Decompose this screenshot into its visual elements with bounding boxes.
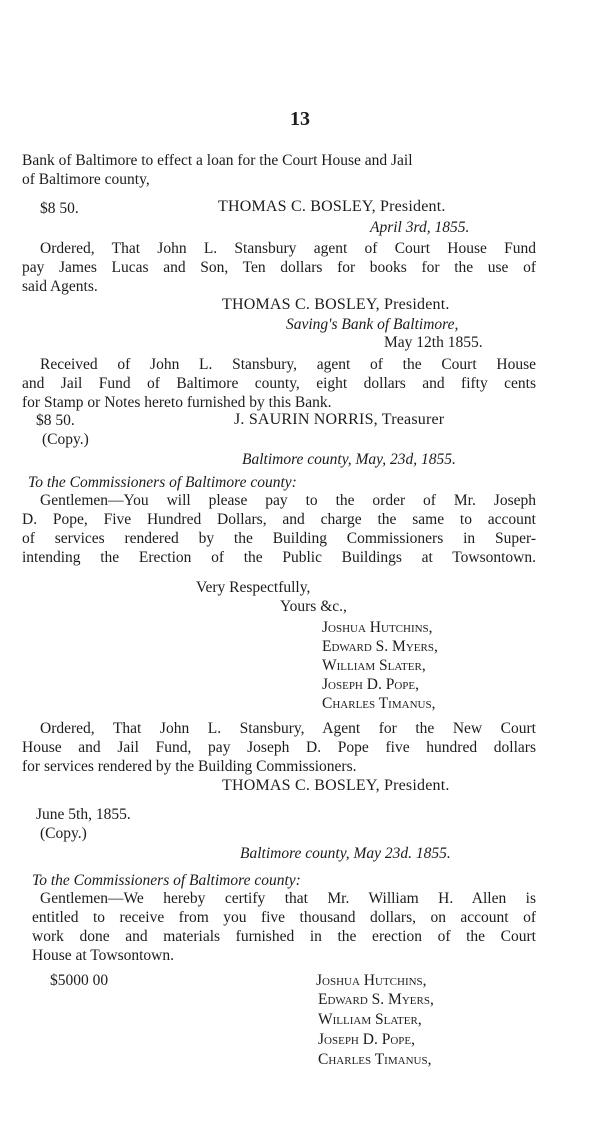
signatory: Joshua Hutchins, — [316, 972, 427, 989]
text-line: Ordered, That John L. Stansbury, Agent for the New Court — [40, 720, 536, 737]
signatory: Joseph D. Pope, — [318, 1031, 415, 1048]
amount: $5000 00 — [50, 972, 109, 989]
text-line: pay James Lucas and Son, Ten dollars for books for the use of — [22, 259, 536, 276]
text-line: work done and materials furnished in the erection of the Court — [32, 928, 536, 945]
text-line: of services rendered by the Building Commissioners in Super- — [22, 530, 536, 547]
signatory: Charles Timanus, — [318, 1051, 432, 1068]
text-line: for services rendered by the Building Commissioners. — [22, 758, 357, 775]
signatory: Charles Timanus, — [322, 695, 436, 712]
date-line: May 12th 1855. — [384, 334, 483, 351]
text-line: said Agents. — [22, 278, 98, 295]
signatory: William Slater, — [318, 1011, 422, 1028]
text-line: intending the Erection of the Public Buildings at Towsontown. — [22, 549, 536, 566]
signatory: Joshua Hutchins, — [322, 619, 433, 636]
text-line: Gentlemen—We hereby certify that Mr. William H. Allen is — [40, 890, 536, 907]
text-line: of Baltimore county, — [22, 171, 150, 188]
closing: Yours &c., — [280, 598, 347, 615]
amount: $8 50. — [36, 412, 75, 429]
signatory: Edward S. Myers, — [318, 991, 434, 1008]
signature-president: THOMAS C. BOSLEY, President. — [218, 198, 446, 215]
amount: $8 50. — [40, 200, 79, 217]
signatory: Edward S. Myers, — [322, 638, 438, 655]
salutation: To the Commissioners of Baltimore county: — [28, 474, 297, 491]
date-line: Baltimore county, May 23d. 1855. — [240, 845, 451, 862]
text-line: Ordered, That John L. Stansbury agent of Court House Fund — [40, 240, 536, 257]
text-line — [22, 152, 536, 170]
signature-president: THOMAS C. BOSLEY, President. — [222, 296, 450, 313]
text-line: entitled to receive from you five thousand dollars, on account of — [32, 909, 536, 926]
date-line: June 5th, 1855. — [36, 806, 131, 823]
text-line: House at Towsontown. — [32, 947, 174, 964]
text-line: for Stamp or Notes hereto furnished by this Bank. — [22, 394, 332, 411]
text-line: and Jail Fund of Baltimore county, eight dollars and fifty cents — [22, 375, 536, 392]
salutation: To the Commissioners of Baltimore county: — [32, 872, 301, 889]
text-line: House and Jail Fund, pay Joseph D. Pope five hundred dollars — [22, 739, 536, 756]
date-line: Baltimore county, May, 23d, 1855. — [242, 451, 456, 468]
text-line: Received of John L. Stansbury, agent of the Court House — [40, 356, 536, 373]
page-number: 13 — [290, 108, 310, 130]
text-line: D. Pope, Five Hundred Dollars, and charge the same to account — [22, 511, 536, 528]
closing: Very Respectfully, — [196, 579, 311, 596]
signature-treasurer: J. SAURIN NORRIS, Treasurer — [234, 411, 445, 428]
copy-label: (Copy.) — [40, 825, 87, 842]
signature-president: THOMAS C. BOSLEY, President. — [222, 777, 450, 794]
signatory: William Slater, — [322, 657, 426, 674]
text-line-content: Bank of Baltimore to effect a loan for the Court House and Jail — [22, 152, 413, 169]
signatory: Joseph D. Pope, — [322, 676, 419, 693]
date-line: April 3rd, 1855. — [370, 219, 470, 236]
text-line: Gentlemen—You will please pay to the order of Mr. Joseph — [40, 492, 536, 509]
copy-label: (Copy.) — [42, 431, 89, 448]
bank-name: Saving's Bank of Baltimore, — [286, 316, 459, 333]
